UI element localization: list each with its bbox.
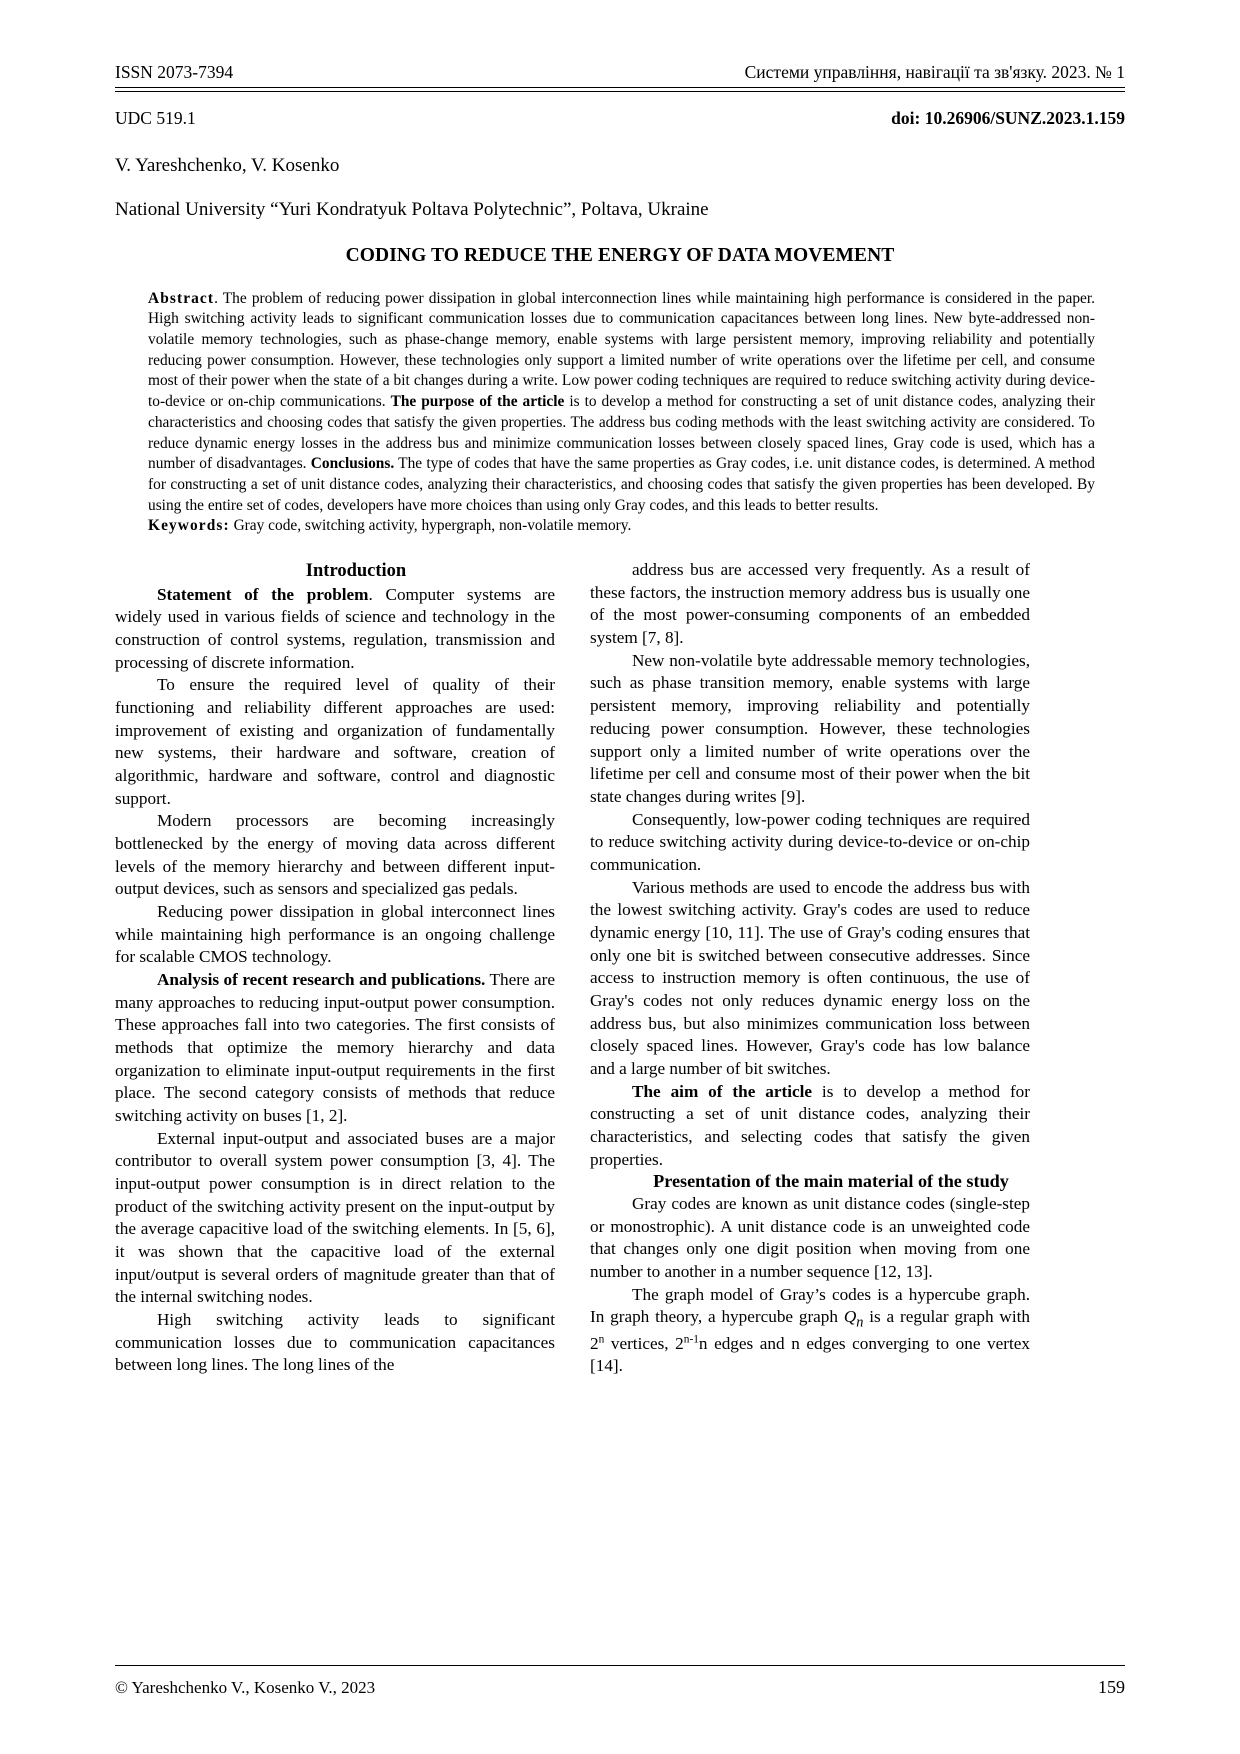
paragraph-various-methods: Various methods are used to encode the address bus with the lowest switching activity. Gray's codes are used to reduce dynamic energy [10, 11]. The use of Gray's coding ensures that only one bit is switched between consecutive addresses. Since access to instruction memory is often continuous, the use of Gray's codes not only reduces dynamic energy loss on the address bus, but also minimizes communication loss between closely spaced lines. However, Gray's code has low balance and a large number of bit switches.	[590, 877, 1030, 1078]
abstract-block	[148, 289, 1095, 538]
paragraph-power-dissipation: Reducing power dissipation in global interconnect lines while maintaining high performance is an ongoing challenge for scalable CMOS technology.	[115, 901, 555, 967]
body-columns	[115, 559, 1125, 1378]
right-p7-text-d: n edges and n edges converging to one vertex [14].	[590, 1333, 1030, 1376]
abstract-paragraph	[148, 289, 1095, 517]
paragraph-modern-processors: Modern processors are becoming increasingly bottlenecked by the energy of moving data across different levels of the memory hierarchy and between different input-output devices, such as sensors and specialized gas pedals.	[115, 811, 555, 899]
right-column	[590, 559, 1030, 1378]
right-p5-text: is to develop a method for constructing a set of unit distance codes, analyzing their characteristics, and selecting codes that satisfy the given properties.	[590, 1081, 1031, 1169]
paragraph-high-switching: High switching activity leads to significant communication losses due to communication capacitances between long lines. The long lines of the	[115, 1310, 555, 1375]
abstract-label: Abstract	[148, 289, 215, 307]
udc-code: UDC 519.1	[115, 107, 196, 128]
run-in-heading-statement: Statement of the problem	[157, 584, 369, 604]
keywords-label: Keywords:	[148, 517, 230, 535]
math-symbol-q: Q	[843, 1307, 857, 1327]
udc-doi-line	[115, 108, 1125, 129]
right-p7-text-c: vertices, 2	[604, 1333, 684, 1353]
keywords-text: Gray code, switching activity, hypergraph, non-volatile memory.	[229, 517, 632, 535]
paper-page	[115, 0, 1125, 1754]
run-in-heading-analysis: Analysis of recent research and publications.	[157, 969, 486, 989]
affiliation: National University “Yuri Kondratyuk Poltava Polytechnic”, Poltava, Ukraine	[115, 198, 709, 220]
page-title: CODING TO REDUCE THE ENERGY OF DATA MOVEMENT	[345, 244, 895, 266]
paragraph-gray-codes: Gray codes are known as unit distance codes (single-step or monostrophic). A unit distance code is an unweighted code that changes only one digit position when moving from one number to another in a number sequence [12, 13].	[590, 1194, 1030, 1282]
paragraph-low-power-coding: Consequently, low-power coding techniques are required to reduce switching activity during device-to-device or on-chip communication.	[590, 809, 1030, 874]
left-column	[115, 559, 555, 1378]
run-in-heading-aim: The aim of the article	[632, 1081, 813, 1101]
paragraph-aim-article	[590, 1081, 1030, 1172]
abstract-text-2: is to develop a method for constructing a set of unit distance codes, analyzing their characteristics and choosing codes that satisfy the given properties. The address bus coding methods with the least switching activity are considered. To reduce dynamic energy losses in the address bus and minimize communication losses between closely spaced lines, Gray code is used, which has a number of disadvantages.	[148, 393, 1096, 473]
left-p5-text: There are many approaches to reducing input-output power consumption. These approaches fall into two categories. The first consists of methods that optimize the memory hierarchy and data organization to eliminate input-output requirements in the first place. The second category consists of methods that reduce switching activity on buses [1, 2].	[115, 969, 555, 1125]
right-p7-text-a: The graph model of Gray’s codes is a hypercube graph. In graph theory, a hypercube graph	[590, 1284, 1030, 1327]
right-p7-text-b: is a regular graph with 2	[590, 1307, 1030, 1353]
page-footer	[115, 1677, 1125, 1698]
abstract-text-1: . The problem of reducing power dissipation in global interconnection lines while maintaining high performance is considered in the paper. High switching activity leads to significant communication losses due to communication capacitances between long lines. New byte-addressed non-volatile memory technologies, such as phase-change memory, enable systems with large persistent memory, improving reliability and potentially reducing power consumption. However, these technologies only support a limited number of write operations over the lifetime per cell, and consume most of their power when the state of a bit changes during a write. Low power coding techniques are required to reduce switching activity during device-to-device or on-chip communications.	[148, 289, 1095, 411]
paragraph-quality: To ensure the required level of quality of their functioning and reliability different approaches are used: improvement of existing and organization of fundamentally new systems, their hardware and software, creation of algorithmic, hardware and software, control and diagnostic support.	[115, 675, 555, 808]
paragraph-graph-model	[590, 1284, 1030, 1378]
doi-link[interactable]: doi: 10.26906/SUNZ.2023.1.159	[891, 107, 1125, 128]
paragraph-new-nvm: New non-volatile byte addressable memory technologies, such as phase transition memory, enable systems with large persistent memory, improving reliability and potentially reducing power consumption. However, these technologies support only a limited number of write operations over the lifetime per cell and consume most of their power when the bit state changes during writes [9].	[590, 650, 1030, 806]
section-heading-presentation: Presentation of the main material of the study	[653, 1171, 1009, 1192]
abstract-conclusions-bold: Conclusions.	[310, 455, 395, 473]
math-superscript-n-minus-1: n-1	[683, 1333, 699, 1346]
keywords-paragraph	[148, 516, 1095, 537]
left-p1-text: . Computer systems are widely used in various fields of science and technology in the construction of control systems, regulation, transmission and processing of discrete information.	[115, 584, 556, 672]
paragraph-statement-problem	[115, 584, 555, 675]
paragraph-analysis-research	[115, 969, 555, 1128]
section-heading-introduction: Introduction	[305, 561, 407, 582]
column-gutter	[555, 559, 590, 1378]
footer-divider	[115, 1665, 1125, 1666]
math-subscript-n: n	[856, 1314, 864, 1331]
journal-reference: Системи управління, навігації та зв'язку. 2023. № 1	[744, 62, 1125, 82]
page-number: 159	[1098, 1677, 1125, 1697]
math-superscript-n: n	[598, 1333, 605, 1346]
abstract-purpose-bold: The purpose of the article	[390, 393, 565, 411]
header-divider	[115, 87, 1125, 92]
author-list: V. Yareshchenko, V. Kosenko	[115, 154, 340, 176]
paragraph-external-io: External input-output and associated buses are a major contributor to overall system power consumption [3, 4]. The input-output power consumption is in direct relation to the product of the switching activity present on the input-output by the average capacitive load of the switching elements. In [5, 6], it was shown that the capacitive load of the external input/output is several orders of magnitude greater than that of the internal switching nodes.	[115, 1128, 555, 1307]
running-head	[115, 0, 1125, 83]
paragraph-address-bus: address bus are accessed very frequently. As a result of these factors, the instruction memory address bus is usually one of the most power-consuming components of an embedded system [7, 8].	[590, 560, 1030, 648]
abstract-text-3: The type of codes that have the same properties as Gray codes, i.e. unit distance codes, is determined. A method for constructing a set of unit distance codes, analyzing their characteristics, and choosing codes that satisfy the given properties has been developed. By using the entire set of codes, developers have more choices than using only Gray codes, and this leads to better results.	[148, 455, 1095, 514]
copyright-notice: © Yareshchenko V., Kosenko V., 2023	[115, 1678, 376, 1697]
issn-label: ISSN 2073-7394	[115, 62, 234, 82]
